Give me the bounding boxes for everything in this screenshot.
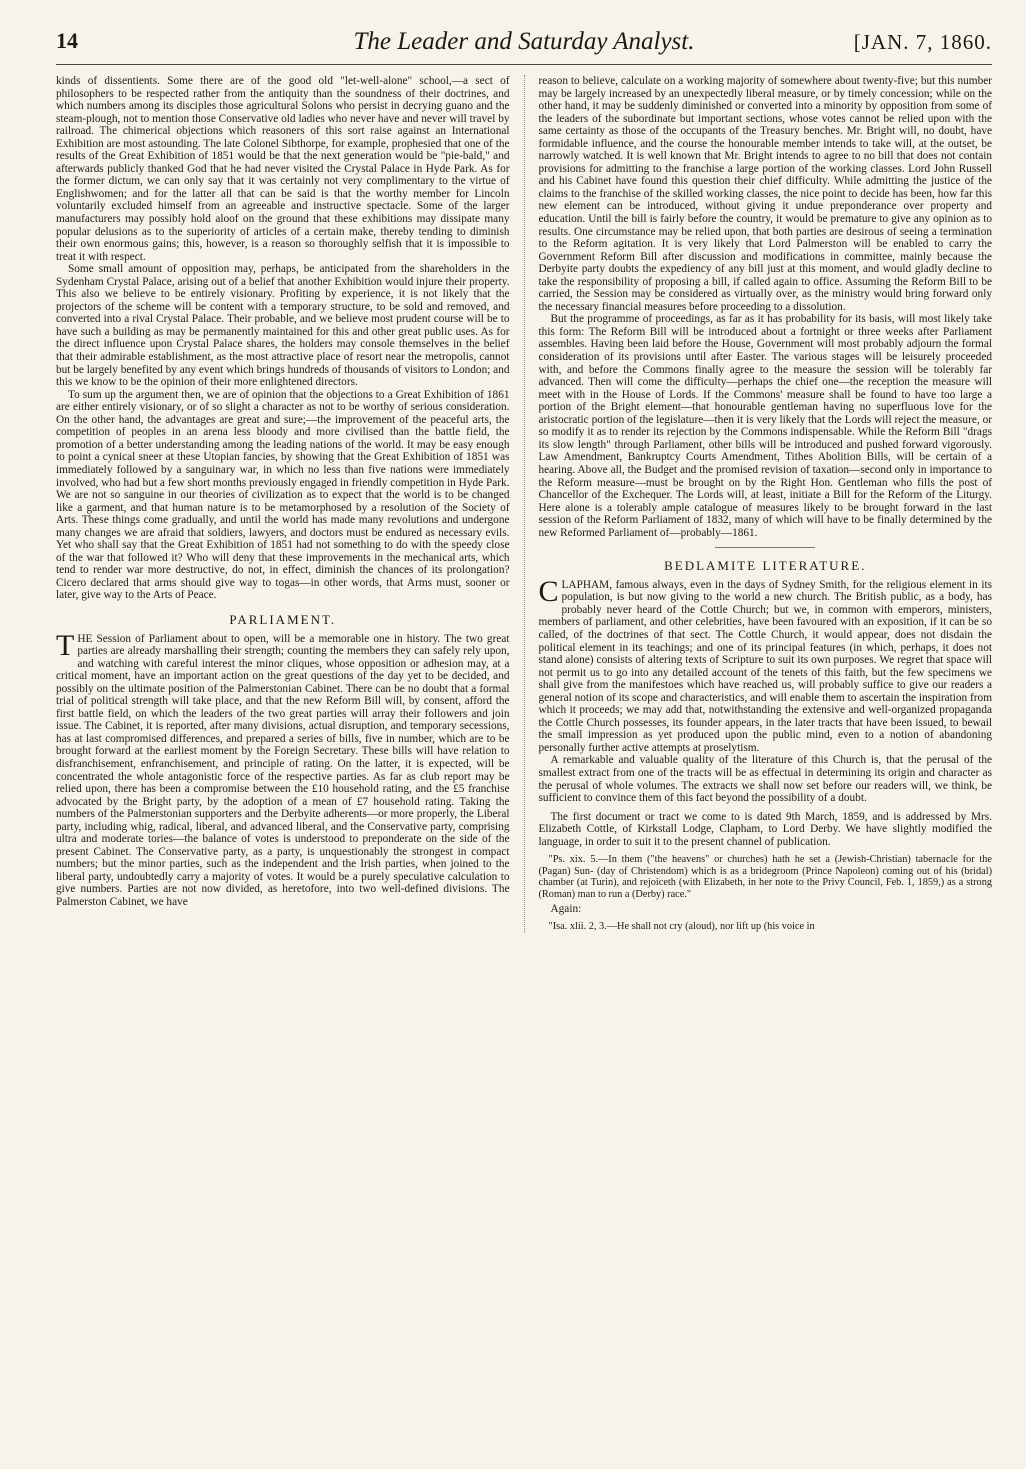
paragraph: To sum up the argument then, we are of opinion that the objections to a Great Exhibition of 1861 are either entirely visionary, or of so slight a character as not to be worthy of serious consideration. On the other hand, the advantages are great and sure;—the improvement of the peaceful arts, the competition of peoples in an arena less bloody and more civilised than the battle field, the promotion of a better understanding among the leading nations of the world. It may be easy enough to point a cynical sneer at these Utopian fancies, by showing that the Great Exhibition of 1851 was immediately followed by a sanguinary war, in which no less than five nations were immediately involved, who had but a few short months previously engaged in friendly competition in Hyde Park. We are not so sanguine in our theories of civilization as to expect that the world is to be changed like a garment, and that human nature is to be metamorphosed by a resolution of the Society of Arts. These things come gradually, and until the world has made many revolutions and undergone many changes we are afraid that soldiers, lawyers, and doctors must be endured as necessary evils. Yet who shall say that the Great Exhibition of 1851 had not something to do with the speedy close of the war that followed it? Who will deny that these improvements in the mechanical arts, which tend to render war more destructive, do not, in effect, diminish the chances of its prolongation? Cicero declared that arms should give way to togas—in other words, that Arms must, sooner or later, give way to the Arts of Peace.: [56, 388, 510, 602]
paragraph: A remarkable and valuable quality of the literature of this Church is, that the perusal of the smallest extract from one of the tracts will be as effectual in determining its origin and character as the perusal of whole volumes. The extracts we shall now set before our readers will, we think, be sufficient to convince them of this fact beyond the possibility of a doubt.: [538, 754, 992, 805]
scripture-quote: "Isa. xlii. 2, 3.—He shall not cry (aloud), nor lift up (his voice in: [548, 921, 815, 933]
right-column: [525, 75, 993, 933]
section-heading-bedlamite: BEDLAMITE LITERATURE.: [664, 558, 867, 574]
paragraph: But the programme of proceedings, as far as it has probability for its basis, will most likely take this form: The Reform Bill will be introduced about a fortnight or three weeks after Parliament assembles. Having been laid before the House, Government will most probably adjourn the formal consideration of its provisions until after Easter. The various stages will be leisurely proceeded with, and before the Commons finally agree to the measure the session will be tolerably far advanced. Then will come the difficulty—perhaps the chief one—the reception the measure will meet with in the House of Lords. If the Commons' measure shall be found to have too large a portion of the Bright element—that honourable gentleman having no superfluous love for the aristocratic portion of the legislature—then it is very likely that the Lords will reject the measure, or so modify it as to render its rejection by the Commons indispensable. While the Reform Bill "drags its slow length" through Parliament, other bills will be introduced and pushed forward vigorously. Law Amendment, Bankruptcy Courts Amendment, Tithes Abolition Bills, will be certain of a hearing. Above all, the Budget and the promised revision of taxation—second only in importance to the Reform measure—must be brought on by the Right Hon. Gentleman who fills the post of Chancellor of the Exchequer. The Lords will, at least, initiate a Bill for the Reform of the Liturgy. Here alone is a tolerably ample catalogue of measures likely to be brought forward in the last session of the Reform Parliament of 1832, many of which will have to be finally determined by the new Reformed Parliament of—probably—1861.: [538, 313, 992, 539]
drop-cap: C: [538, 574, 559, 608]
paragraph: reason to believe, calculate on a working majority of somewhere about twenty-five; but this number may be largely increased by an unexpectedly liberal measure, or by timely concession; while on the other hand, it may be suddenly diminished or converted into a minority by opposition from some of the leaders of the subordinate but important sections, whose votes cannot be relied upon with the same certainty as those of the occupants of the Treasury benches. Mr. Bright will, no doubt, have formidable influence, and the course the honourable member intends to take will, at the outset, be narrowly watched. It is well known that Mr. Bright intends to agree to no bill that does not contain provisions for admitting to the franchise a large portion of the working classes. Lord John Russell and his Cabinet have found this question their chief difficulty. While admitting the justice of the claims to the franchise of the skilled working classes, the nice point to decide has been, how far this new element can be introduced, without giving it undue preponderance over property and education. Until the bill is fairly before the country, it would be premature to give any opinion as to results. One circumstance may be relied upon, that both parties are desirous of seeing a termination to the Reform agitation. It is very likely that Lord Palmerston will be enabled to carry the Government Reform Bill after discussion and modifications in committee, mainly because the Derbyite party doubts the expediency of any bill just at this moment, and would gladly decline to take the responsibility of proposing a bill, if called again to office. Assuming the Reform Bill to be carried, the Session may be considered as virtually over, as the ministry would bring forward only the necessary financial measures before proceeding to a dissolution.: [538, 75, 992, 313]
article-columns: [56, 75, 992, 933]
paragraph-text: HE Session of Parliament about to open, will be a memorable one in history. The two great parties are already marshalling their strength; counting the members they can safely rely upon, and watching with careful interest the minor cliques, whose opposition or adhesion may, at a critical moment, have an important action on the great questions of the day yet to be decided, and possibly on the ultimate position of the Palmerstonian Cabinet. There can be no doubt that a formal trial of political strength will take place, and that the new Reform Bill will, by consent, afford the first battle field, on which the leaders of the two great parties will array their followers and join issue. The Cabinet, it is reported, after many divisions, actual disruption, and temporary secessions, has at last compromised differences, and prepared a series of bills, five in number, which are to be brought forward at the earliest moment by the Foreign Secretary. These bills will have relation to disfranchisement, enfranchisement, and principle of rating. On the latter, it is expected, will be concentrated the whole antagonistic force of the respective parties. As far as club report may be relied upon, there has been a compromise between the £10 household rating, and the £5 franchise advocated by the Bright party, by the adoption of a mean of £7 household rating. Taking the numbers of the Palmerstonian supporters and the Derbyite adherents—or more properly, the Liberal party, including whig, radical, liberal, and advanced liberal, and the Conservative party, comprising ultra and moderate tories—the balance of votes is understood to preponderate on the side of the present Cabinet. The Conservative party, as a party, is unquestionably the strongest in compact numbers; but the minor parties, such as the independent and the Irish parties, when joined to the liberal party, undoubtedly carry a majority of votes. It would be a purely speculative calculation to give numbers. Parties are not now divided, as heretofore, into two well-defined divisions. The Palmerston Cabinet, we have: [56, 632, 510, 908]
section-heading-parliament: PARLIAMENT.: [229, 611, 337, 627]
left-column: [56, 75, 525, 933]
paragraph: kinds of dissentients. Some there are of the good old "let-well-alone" school,—a sect of philosophers to be respected rather from the antiquity than the soundness of their doctrines, and which numbers among its disciples those agricultural Solons who persist in decrying guano and the steam-plough, not to mention those Conservative old ladies who never have and never will travel by railroad. The chimerical objections which reasoners of this sort raise against an International Exhibition are most astounding. The late Colonel Sibthorpe, for example, prophesied that one of the results of the Great Exhibition of 1851 would be that the next generation would be "pie-bald," and afterwards publicly thanked God that he had never visited the Crystal Palace in Hyde Park. As for the former dictum, we can only say that it was certainly not very complimentary to the virtue of Englishwomen; and for the latter all that can be said is that the worthy member for Lincoln voluntarily excluded himself from an agreeable and instructive spectacle. Some of the larger manufacturers may possibly hold aloof on the ground that these exhibitions may dissipate many popular delusions as to the superiority of articles of a certain make, thereby tending to diminish their own enormous gains; this, however, is a reason so thoroughly selfish that it is impossible to treat it with respect.: [56, 75, 510, 263]
paragraph: [538, 574, 993, 755]
masthead: [56, 28, 992, 65]
paragraph-text: LAPHAM, famous always, even in the days of Sydney Smith, for the religious element in its population, is but now giving to the world a new church. The British public, as a body, has probably never heard of the Cottle Church; but we, in common with emperors, ministers, members of parliament, and other celebrities, have been favoured with an exposition, if it can be so called, of the doctrines of that sect. The Cottle Church, it would appear, does not disdain the political element in its teachings; and one of its principal features (in which, perhaps, it does not stand alone) consists of altering texts of Scripture to suit its own purposes. We regret that space will not permit us to go into any detailed account of the tenets of this faith, but the few specimens we shall give from the manifestoes which have reached us, will probably suffice to give our readers a general notion of its scope and characteristics, and will enable them to ascertain the inspiration from which it proceeds; we may add that, notwithstanding the extensive and well-organized propaganda the Cottle Church possesses, its founder appears, in the later tracts that have been issued, to bewail the small impression as yet produced upon the public mind, even to a notion of abandoning personally further active attempts at proselytism.: [538, 578, 992, 754]
paragraph: Some small amount of opposition may, perhaps, be anticipated from the shareholders in the Sydenham Crystal Palace, arising out of a belief that another Exhibition would injure their property. This also we believe to be entirely visionary. Profiting by experience, it is not likely that the projectors of the scheme will be content with a temporary structure, to be sold and removed, and converted into a rival Crystal Palace. Their probable, and we believe most prudent course will be to have such a building as may be permanently maintained for this and other great public uses. As for the direct influence upon Crystal Palace shares, the holders may console themselves in the belief that their admirable establishment, as the most attractive place of resort near the metropolis, cannot but be largely benefited by any event which brings hundreds of thousands of visitors to London; and this we know to be the opinion of their more enlightened directors.: [56, 263, 510, 389]
publication-title: The Leader and Saturday Analyst.: [353, 28, 695, 55]
issue-date: [JAN. 7, 1860.: [853, 30, 992, 54]
section-divider: [715, 547, 815, 548]
page-number: 14: [56, 28, 78, 53]
drop-cap: T: [56, 628, 75, 662]
again-label: Again:: [550, 902, 582, 915]
scripture-quote: "Ps. xix. 5.—In them ("the heavens" or churches) hath he set a (Jewish-Christian) tabernacle for the (Pagan) Sun- (day of Christendom) which is as a bridegroom (Prince Napoleon) coming out of his (bridal) chamber (at Turin), and rejoiceth (with Elizabeth, in her note to the Privy Council, Feb. 1, 1859,) as a strong (Roman) man to run a (Derby) race.": [538, 854, 992, 901]
paragraph: [56, 628, 510, 909]
paragraph: The first document or tract we come to is dated 9th March, 1859, and is addressed by Mrs. Elizabeth Cottle, of Kirkstall Lodge, Clapham, to Lord Derby. We have slightly modified the language, in order to suit it to the present channel of publication.: [538, 810, 992, 848]
